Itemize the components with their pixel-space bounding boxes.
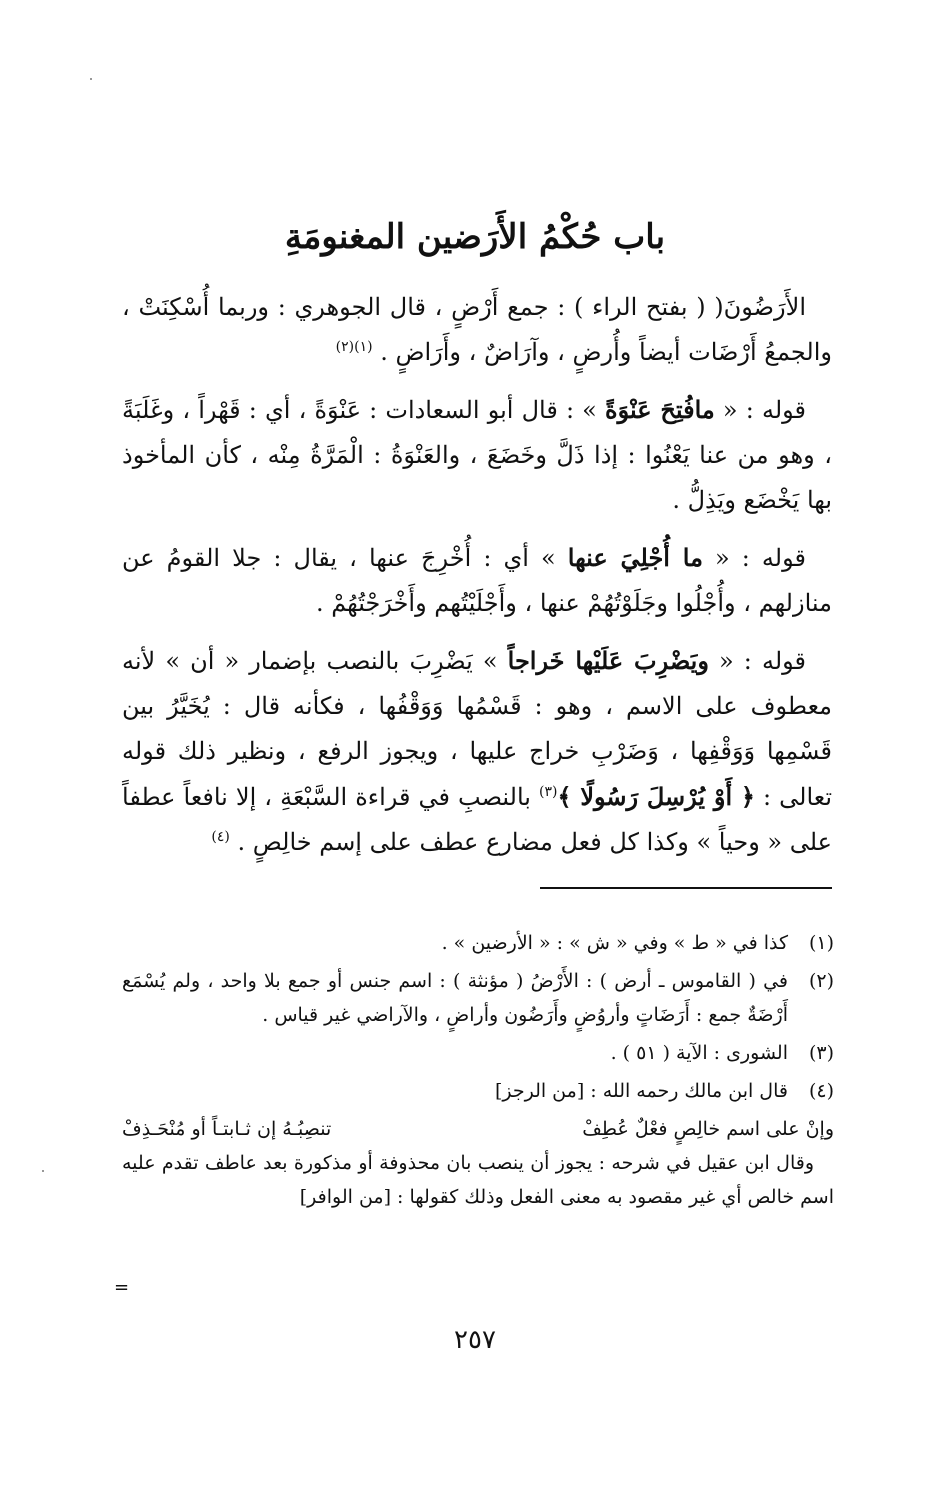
footnote-3 xyxy=(122,1036,834,1070)
verse-first-half: وإنْ على اسم خالِصٍ فعْلٌ عُطِفْ xyxy=(582,1118,834,1140)
footnote-ref-1: ١ xyxy=(359,339,368,355)
paragraph-4-text-a: » يَضْرِبَ بالنصب بإضمار « أن » لأنه معطوف على الاسم ، وهو : قَسْمُها وَوَقْفُها ، فكأنه قال : يُخَيَّرُ بين قَسْمِها وَوَقْفِها ، وَضَرْبِ خراج عليها ، ويجوز الرفع ، ونظير ذلك قوله تعالى : xyxy=(122,647,833,811)
footnote-number: (٤) xyxy=(808,1080,834,1102)
poetry-verse xyxy=(122,1112,834,1146)
footnote-ref-2: ٢ xyxy=(341,339,349,355)
quran-quote: ﴿ أَوْ يُرْسِلَ رَسُولًا ﴾ xyxy=(557,782,755,811)
paragraph-1-text: الأَرَضُونَ( ( بفتح الراء ) : جمع أَرْضٍ ، قال الجوهري : وربما أُسْكِنَتْ ، والجمعُ أَرْضَات أيضاً وأُرضٍ ، وآرَاضٌ ، وأَرَاضٍ . xyxy=(122,293,832,366)
footnote-number: (٢) xyxy=(808,970,834,992)
page-number: ٢٥٧ xyxy=(454,1325,496,1355)
footnote-text: كذا في « ط » وفي « ش » : « الأرضين » . xyxy=(441,932,788,954)
footnote-ref-3: ٣ xyxy=(544,784,553,800)
footnote-continuation: وقال ابن عقيل في شرحه : يجوز أن ينصب بان محذوفة أو مذكورة بعد عاطف تقدم عليه اسم خالص أي غير مقصود به معنى الفعل وذلك كقولها : [من الوافر] xyxy=(122,1152,834,1208)
footnote-text: قال ابن مالك رحمه الله : [من الرجز] xyxy=(494,1080,788,1102)
verse-second-half: تنصِبُـهُ إن ثـابتـاً أو مُنْحَـذِفْ xyxy=(122,1118,332,1140)
paragraph-1: الأَرَضُونَ( ( بفتح الراء ) : جمع أَرْضٍ ، قال الجوهري : وربما أُسْكِنَتْ ، والجمعُ أَرْضَات أيضاً وأُرضٍ ، وآرَاضٌ ، وأَرَاضٍ . $^{(١)(٢)}$ xyxy=(122,293,832,366)
paragraph-3-text: » أي : أُخْرِجَ عنها ، يقال : جلا القومُ عن منازلهم ، وأُجْلُوا وجَلَوْتُهُمْ عنها ، وأَجْلَيْتُهم وأَخْرَجْتُهُمْ . xyxy=(122,544,832,617)
continuation-mark: = xyxy=(114,1277,130,1298)
paragraph-4-prefix: قوله : « xyxy=(708,647,806,675)
main-text xyxy=(122,285,832,877)
footnote-separator xyxy=(540,887,832,889)
footnote-text: الشورى : الآية ( ٥١ ) . xyxy=(610,1042,788,1064)
chapter-title: باب حُكْمُ الأَرَضين المغنومَةِ xyxy=(284,217,666,257)
footnote-ref-4: ٤ xyxy=(216,829,225,845)
paragraph-3-prefix: قوله : « xyxy=(702,544,806,572)
paragraph-4-text-b: بالنصبِ في قراءة السَّبْعَةِ ، إلا نافعاً عطفاً على « وحياً » وكذا كل فعل مضارع عطف على إسم خالِصٍ . xyxy=(122,783,832,856)
footnote-text: في ( القاموس ـ أرض ) : الأَرْضُ ( مؤنثة ) : اسم جنس أو جمع بلا واحد ، ولم يُسْمَع أَرْضَةٌ جمع : أَرَضَاتٍ وأروُضٍ وأَرَضُون وأراضٍ ، والآراضي غير قياس . xyxy=(122,970,788,1026)
paragraph-2-prefix: قوله : « xyxy=(714,396,807,424)
paragraph-2-text: » : قال أبو السعادات : عَنْوَةً ، أي : قَهْراً ، وغَلَبَةً ، وهو من عنا يَعْنُوا : إذا ذَلَّ وخَضَعَ ، والعَنْوَةُ : الْمَرَّةُ مِنْه ، كأن المأخوذ بها يَخْضَع ويَذِلُّ . xyxy=(122,396,832,514)
footnote-number: (٣) xyxy=(808,1042,834,1064)
footnote-4 xyxy=(122,1074,834,1108)
paragraph-2 xyxy=(122,387,832,523)
page-speck xyxy=(42,1170,44,1172)
footnotes xyxy=(122,926,834,1214)
paragraph-2-term: مافُتِحَ عَنْوَةً xyxy=(605,395,715,424)
footnote-2 xyxy=(122,964,834,1032)
page-speck xyxy=(90,78,92,80)
paragraph-4-term: ويَضْرِبَ عَلَيْها خَراجاً xyxy=(507,646,709,675)
footnote-number: (١) xyxy=(808,932,834,954)
paragraph-3-term: ما أُجْلِيَ عنها xyxy=(567,543,703,572)
paragraph-3 xyxy=(122,535,832,626)
footnote-1 xyxy=(122,926,834,960)
paragraph-4: قوله : « ويَضْرِبَ عَلَيْها خَراجاً » يَضْرِبَ بالنصب بإضمار « أن » لأنه معطوف على الاسم ، وهو : قَسْمُها وَوَقْفُها ، فكأنه قال : يُخَيَّرُ بين قَسْمِها وَوَقْفِها ، وَضَرْبِ خراج عليها ، ويجوز الرفع ، ونظير ذلك قوله تعالى : ﴿ أَوْ يُرْسِلَ رَسُولًا ﴾$^{(٣)}$ بالنصبِ في قراءة السَّبْعَةِ ، إلا نافعاً عطفاً على « وحياً » وكذا كل فعل مضارع عطف على إسم خالِصٍ . $^{(٤)}$ xyxy=(122,646,833,856)
